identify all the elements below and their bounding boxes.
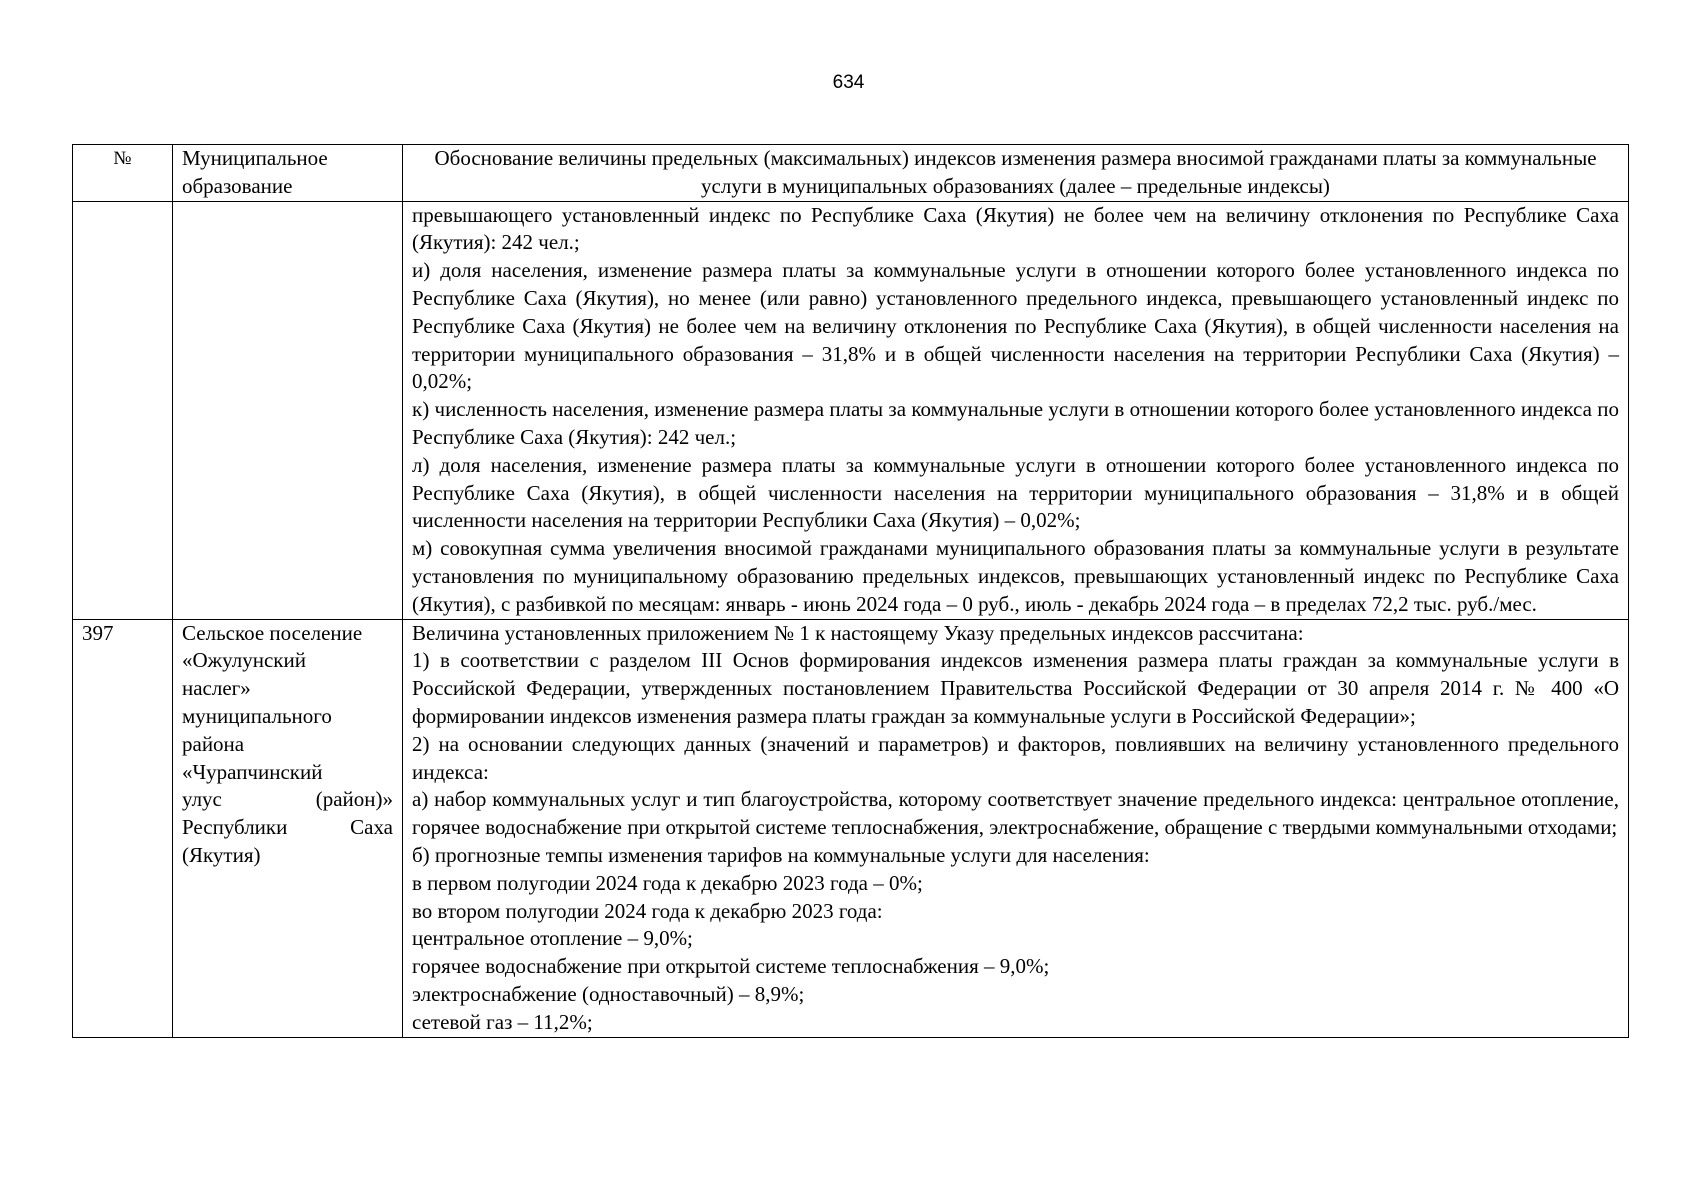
paragraph: л) доля населения, изменение размера платы за коммунальные услуги в отношении которого более установленного индекса по Республике Саха (Якутия), в общей численности населения на территории муниципального образования – 31,8% и в общей численности населения на территории Республики Саха (Якутия) – 0,02%; <box>412 452 1619 533</box>
paragraph: Величина установленных приложением № 1 к настоящему Указу предельных индексов рассчитана: <box>412 620 1304 645</box>
paragraph: электроснабжение (одноставочный) – 8,9%; <box>412 981 805 1006</box>
indices-table <box>72 144 1629 1038</box>
municipality-line: наслег» <box>182 676 251 701</box>
municipality-line: «Чурапчинский <box>182 759 323 784</box>
row-justification <box>403 619 1629 1037</box>
table-header-row <box>73 145 1629 202</box>
page-number: 634 <box>832 72 865 93</box>
paragraph: превышающего установленный индекс по Республике Саха (Якутия) не более чем на величину отклонения по Республике Саха (Якутия): 242 чел.; <box>412 202 1619 255</box>
paragraph: а) набор коммунальных услуг и тип благоустройства, которому соответствует значение предельного индекса: центральное отопление, горячее водоснабжение при открытой системе теплоснабжения, электроснабжение, обращение с твердыми коммунальными отходами; <box>412 787 1619 840</box>
row-number <box>73 201 173 619</box>
paragraph: центральное отопление – 9,0%; <box>412 926 693 951</box>
paragraph: б) прогнозные темпы изменения тарифов на коммунальные услуги для населения: <box>412 842 1150 867</box>
municipality-line: Сельское поселение <box>182 620 363 645</box>
table-row <box>73 201 1629 619</box>
municipality-line: «Ожулунский <box>182 648 306 673</box>
row-number: 397 <box>73 619 173 1037</box>
table-row <box>73 619 1629 1037</box>
paragraph: сетевой газ – 11,2%; <box>412 1009 593 1034</box>
header-municipality: Муниципальное образование <box>173 145 403 202</box>
header-justification: Обоснование величины предельных (максимальных) индексов изменения размера вносимой гражданами платы за коммунальные услуги в муниципальных образованиях (далее – предельные индексы) <box>403 145 1629 202</box>
paragraph: м) совокупная сумма увеличения вносимой гражданами муниципального образования платы за коммунальные услуги в результате установления по муниципальному образованию предельных индексов, превышающих установленный индекс по Республике Саха (Якутия), с разбивкой по месяцам: январь - июнь 2024 года – 0 руб., июль - декабрь 2024 года – в пределах 72,2 тыс. руб./мес. <box>412 536 1619 616</box>
paragraph: во втором полугодии 2024 года к декабрю 2023 года: <box>412 898 883 923</box>
municipality-line: района <box>182 731 245 756</box>
paragraph: в первом полугодии 2024 года к декабрю 2023 года – 0%; <box>412 870 923 895</box>
paragraph: к) численность населения, изменение размера платы за коммунальные услуги в отношении которого более установленного индекса по Республике Саха (Якутия): 242 чел.; <box>412 397 1619 449</box>
header-number: № <box>73 145 173 202</box>
municipality-line: муниципального <box>182 703 332 728</box>
municipality-line: улус (район)» <box>182 787 393 812</box>
paragraph: и) доля населения, изменение размера платы за коммунальные услуги в отношении которого более установленного индекса по Республике Саха (Якутия), но менее (или равно) установленного предельного индекса, превышающего установленный индекс по Республике Саха (Якутия) не более чем на величину отклонения по Республике Саха (Якутия), в общей численности населения на территории муниципального образования – 31,8% и в общей численности населения на территории Республики Саха (Якутия) – 0,02%; <box>412 258 1619 394</box>
row-municipality <box>173 619 403 1037</box>
municipality-line: Республики Саха <box>182 815 393 840</box>
row-municipality <box>173 201 403 619</box>
paragraph: горячее водоснабжение при открытой системе теплоснабжения – 9,0%; <box>412 954 1050 979</box>
row-justification <box>403 201 1629 619</box>
paragraph: 1) в соответствии с разделом III Основ формирования индексов изменения размера платы граждан за коммунальные услуги в Российской Федерации, утвержденных постановлением Правительства Российской Федерации от 30 апреля 2014 г. № 400 «О формировании индексов изменения размера платы граждан за коммунальные услуги в Российской Федерации»; <box>412 648 1619 728</box>
paragraph: 2) на основании следующих данных (значений и параметров) и факторов, повлиявших на величину установленного предельного индекса: <box>412 731 1619 784</box>
municipality-line: (Якутия) <box>182 842 261 867</box>
